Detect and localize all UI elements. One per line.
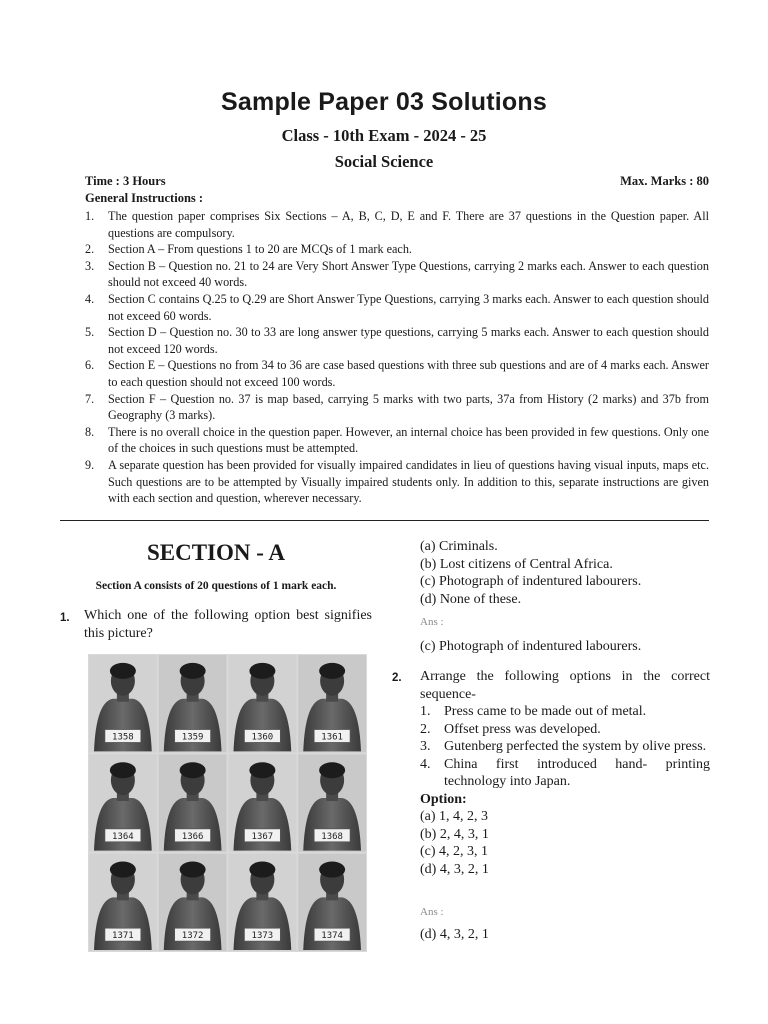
placard-number: 1366 xyxy=(181,831,204,842)
sequence-number: 2. xyxy=(420,721,431,737)
instruction-number: 3. xyxy=(85,258,95,273)
instruction-text: Section D – Question no. 30 to 33 are long answer type questions, carrying 5 marks each. Answer to each question should not exceed 120 words. xyxy=(108,325,709,356)
portrait-cell xyxy=(159,655,227,752)
instruction-number: 6. xyxy=(85,358,95,373)
portrait-cell xyxy=(89,754,157,851)
time-label: Time : 3 Hours xyxy=(85,174,166,188)
instructions-heading: General Instructions : xyxy=(85,191,204,205)
instruction-item xyxy=(85,391,709,424)
sequence-number: 1. xyxy=(420,704,431,719)
instruction-text: The question paper comprises Six Sections – A, B, C, D, E and F. There are 37 questions in the Question paper. All questions are compulsory. xyxy=(108,209,709,240)
portrait-cell xyxy=(229,754,297,851)
portrait-cell xyxy=(229,854,297,951)
instructions-list xyxy=(85,208,709,507)
placard-number: 1358 xyxy=(112,732,134,743)
sequence-text: China first introduced hand- printing technology into Japan. xyxy=(444,756,710,789)
subject-title: Social Science xyxy=(334,152,434,171)
placard-number: 1361 xyxy=(321,732,343,743)
instruction-number: 9. xyxy=(85,457,95,472)
sequence-text: Press came to be made out of metal. xyxy=(444,704,647,719)
answer-label: Ans : xyxy=(420,906,444,918)
question-text: Which one of the following option best signifies this picture? xyxy=(84,608,372,641)
option-item: (c) 4, 2, 3, 1 xyxy=(420,844,489,859)
option-item: (a) 1, 4, 2, 3 xyxy=(420,809,489,824)
sequence-number: 4. xyxy=(420,756,431,772)
instruction-text: A separate question has been provided for visually impaired candidates in lieu of questions having visual inputs, maps etc. Such questions are to be attempted by Visually impaired students only. In addition to this, separate instructions are given with each section and question, wherever necessary. xyxy=(108,457,709,506)
option-heading: Option: xyxy=(420,791,467,807)
exam-meta xyxy=(85,174,709,189)
instruction-number: 7. xyxy=(85,391,95,406)
portrait-cell xyxy=(159,854,227,951)
placard-number: 1372 xyxy=(181,931,204,942)
portrait-cell xyxy=(298,655,366,752)
portrait-cell xyxy=(229,655,297,752)
exam-subtitle: Class - 10th Exam - 2024 - 25 xyxy=(281,126,487,145)
instruction-text: Section C contains Q.25 to Q.29 are Short Answer Type Questions, carrying 3 marks each. Answer to each question should not exceed 60 words. xyxy=(108,291,709,323)
instruction-text: Section B – Question no. 21 to 24 are Very Short Answer Type Questions, carrying 2 marks each. Answer to each question should not exceed 40 words. xyxy=(108,258,709,290)
instruction-item xyxy=(85,208,709,241)
sequence-text: Offset press was developed. xyxy=(444,721,601,737)
instruction-number: 8. xyxy=(85,424,95,439)
placard-number: 1373 xyxy=(251,931,274,942)
instruction-number: 5. xyxy=(85,325,95,340)
section-title: SECTION - A xyxy=(146,540,286,565)
portrait-cell xyxy=(298,754,366,851)
question-2 xyxy=(392,668,710,878)
placard-number: 1371 xyxy=(112,931,134,942)
placard-number: 1359 xyxy=(181,732,204,743)
option-item: (b) 2, 4, 3, 1 xyxy=(420,826,489,842)
instruction-item xyxy=(85,324,709,357)
indentured-labourers-photo xyxy=(88,654,367,952)
instruction-text: Section F – Question no. 37 is map based, carrying 5 marks with two parts, 37a from History (2 marks) and 37b from Geography (3 marks). xyxy=(108,391,709,423)
sequence-item xyxy=(420,756,710,791)
sequence-item xyxy=(420,703,710,721)
instruction-item xyxy=(85,457,709,507)
question-number: 2. xyxy=(392,672,402,684)
instruction-text: There is no overall choice in the question paper. However, an internal choice has been provided in few questions. Only one of the choices in such questions must be attempted. xyxy=(108,424,709,456)
instruction-number: 4. xyxy=(85,291,95,306)
instruction-item xyxy=(85,241,709,258)
option-item: (d) 4, 3, 2, 1 xyxy=(420,861,489,877)
option-item: (a) Criminals. xyxy=(420,539,498,554)
instruction-text: Section E – Questions no from 34 to 36 are case based questions with three sub questions and are of 4 marks each. Answer to each question should not exceed 100 words. xyxy=(108,358,709,389)
sequence-text: Gutenberg perfected the system by olive press. xyxy=(444,739,707,754)
option-item: (b) Lost citizens of Central Africa. xyxy=(420,556,613,572)
placard-number: 1364 xyxy=(112,831,134,842)
sequence-number: 3. xyxy=(420,739,431,754)
instruction-item xyxy=(85,424,709,457)
instruction-item xyxy=(85,291,709,324)
instruction-number: 2. xyxy=(85,242,95,257)
placard-number: 1374 xyxy=(321,931,343,942)
instruction-item xyxy=(85,357,709,390)
instruction-item xyxy=(85,258,709,291)
answer-text: (d) 4, 3, 2, 1 xyxy=(420,927,489,942)
portrait-cell xyxy=(298,854,366,951)
option-item: (d) None of these. xyxy=(420,591,522,607)
question-number: 1. xyxy=(60,612,70,624)
q2-options xyxy=(420,808,710,878)
question-1 xyxy=(60,607,372,643)
sequence-item xyxy=(420,721,710,739)
placard-number: 1360 xyxy=(251,732,274,743)
max-marks-label: Max. Marks : 80 xyxy=(620,174,709,188)
portrait-cell xyxy=(89,854,157,951)
section-divider xyxy=(60,520,709,521)
placard-number: 1368 xyxy=(321,831,343,842)
sequence-item xyxy=(420,738,710,756)
question-text: Arrange the following options in the correct sequence- xyxy=(420,669,710,702)
section-subtitle: Section A consists of 20 questions of 1 mark each. xyxy=(95,580,337,592)
answer-label: Ans : xyxy=(420,616,444,628)
placard-number: 1367 xyxy=(251,831,274,842)
portrait-cell xyxy=(159,754,227,851)
q1-options xyxy=(420,538,710,608)
sequence-list xyxy=(420,703,710,791)
page-title: Sample Paper 03 Solutions xyxy=(221,88,547,116)
option-item: (c) Photograph of indentured labourers. xyxy=(420,574,642,589)
instruction-text: Section A – From questions 1 to 20 are MCQs of 1 mark each. xyxy=(108,242,412,257)
instruction-number: 1. xyxy=(85,209,95,223)
answer-text: (c) Photograph of indentured labourers. xyxy=(420,639,642,654)
portrait-cell xyxy=(89,655,157,752)
